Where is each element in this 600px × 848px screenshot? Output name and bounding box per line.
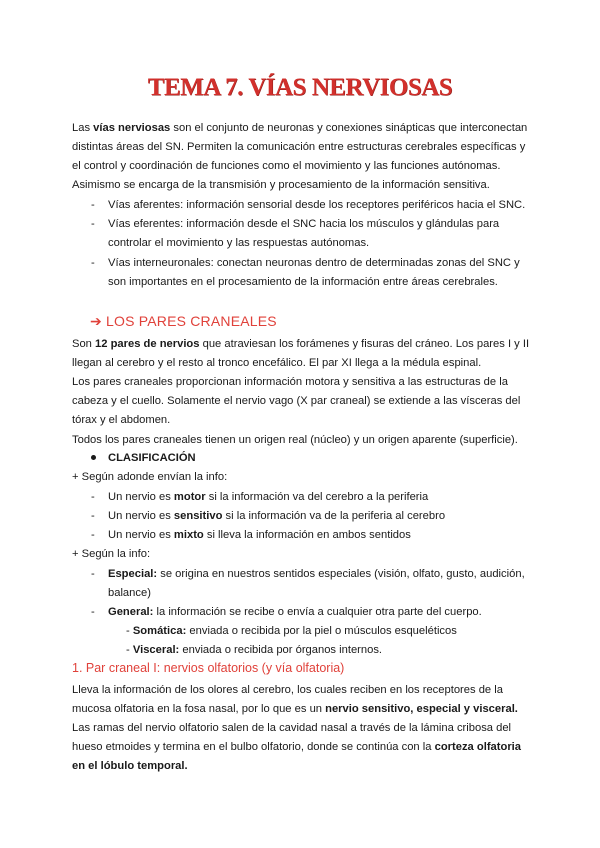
section-bold-term: 12 pares de nervios [95,338,200,350]
item-text: Un nervio es [108,529,174,541]
intro-bold-term: vías nerviosas [93,122,171,134]
list-dash: - [91,568,95,580]
list-dash: - [91,606,95,618]
list-dash: - [91,510,95,522]
item-text: se origina en nuestros sentidos especiales (visión, olfato, gusto, audición, [157,568,525,580]
list-item-general [108,605,482,619]
list-item-interneuronales-cont: son importantes en el procesamiento de la información entre áreas cerebrales. [108,276,498,288]
item-bold-term: sensitivo [173,510,223,522]
subheading-clasificacion: CLASIFICACIÓN [108,452,196,464]
par1-line-2 [72,702,518,716]
bullet-dot-icon [91,455,96,460]
item-text: si la información va de la periferia al cerebro [222,510,446,522]
intro-line-1 [72,121,527,135]
intro-text: Las [72,122,94,134]
list-dash: - [91,257,95,269]
item-text: - [126,625,133,637]
sub-item-somatica [126,624,457,638]
section-line-4: cabeza y el cuello. Solamente el nervio vago (X par craneal) se extiende a las vísceras del [72,395,521,407]
list-item-mixto [108,528,411,542]
item-text: si lleva la información en ambos sentidos [203,529,411,541]
par1-text: mucosa olfatoria en la fosa nasal, por lo que es un [72,703,326,715]
item-bold-term: Somática: [132,625,187,637]
par1-line-1: Lleva la información de los olores al cerebro, los cuales reciben en los receptores de la [72,684,503,696]
section-line-6: Todos los pares craneales tienen un origen real (núcleo) y un origen aparente (superficie). [72,434,518,446]
item-text: si la información va del cerebro a la periferia [205,491,429,503]
section-heading-pares-craneales: ➔ LOS PARES CRANEALES [90,313,277,329]
par1-bold-term: corteza olfatoria [434,741,522,753]
item-text: enviada o recibida por la piel o músculos esqueléticos [186,625,457,637]
item-bold-term: mixto [173,529,204,541]
item-bold-term: General: [108,606,154,618]
section-line-3: Los pares craneales proporcionan información motora y sensitiva a las estructuras de la [72,376,508,388]
intro-line-3: el control y coordinación de funciones como el movimiento y las funciones autónomas. [72,160,501,172]
list-item-aferentes: Vías aferentes: información sensorial desde los receptores periféricos hacia el SNC. [108,199,526,211]
par1-text: hueso etmoides y termina en el bulbo olfatorio, donde se continúa con la [72,741,435,753]
list-item-especial [108,567,525,581]
intro-line-2: distintas áreas del SN. Permiten la comunicación entre estructuras cerebrales específicas y [72,141,526,153]
list-dash: - [91,529,95,541]
heading-par-craneal-1: 1. Par craneal I: nervios olfatorios (y vía olfatoria) [72,661,345,675]
section-line-1 [72,337,529,351]
par1-bold-term: nervio sensitivo, especial y visceral. [325,703,518,715]
list-item-interneuronales: Vías interneuronales: conectan neuronas dentro de determinadas zonas del SNC y [108,257,520,269]
list-item-eferentes-cont: controlar el movimiento y las respuestas autónomas. [108,237,370,249]
sub-item-visceral [126,643,382,657]
par1-line-5: en el lóbulo temporal. [72,760,188,772]
intro-line-4: Asimismo se encarga de la transmisión y procesamiento de la información sensitiva. [72,179,490,191]
item-text: enviada o recibida por órganos internos. [179,644,383,656]
list-item-especial-cont: balance) [108,587,151,599]
list-item-eferentes: Vías eferentes: información desde el SNC hacia los músculos y glándulas para [108,218,500,230]
page-title: TEMA 7. VÍAS NERVIOSAS [147,74,453,101]
criterion-info: + Según la info: [72,548,151,560]
intro-text: son el conjunto de neuronas y conexiones sinápticas que interconectan [170,122,528,134]
item-bold-term: Especial: [108,568,158,580]
par1-line-4 [72,740,521,754]
item-text: la información se recibe o envía a cualquier otra parte del cuerpo. [153,606,482,618]
section-line-2: llegan al cerebro y el resto al tronco encefálico. El par XI llega a la médula espinal. [72,357,482,369]
list-dash: - [91,218,95,230]
item-text: Un nervio es [108,510,174,522]
par1-line-3: Las ramas del nervio olfatorio salen de la cavidad nasal a través de la lámina cribosa del [72,722,512,734]
list-item-motor [108,490,428,504]
list-dash: - [91,491,95,503]
item-bold-term: Visceral: [132,644,180,656]
section-line-5: tórax y el abdomen. [72,414,171,426]
criterion-envio: + Según adonde envían la info: [72,471,228,483]
list-item-sensitivo [108,509,445,523]
item-text: - [126,644,133,656]
list-dash: - [91,199,95,211]
item-text: Un nervio es [108,491,174,503]
item-bold-term: motor [173,491,206,503]
section-text: que atraviesan los forámenes y fisuras del cráneo. Los pares I y II [199,338,530,350]
section-text: Son [72,338,96,350]
